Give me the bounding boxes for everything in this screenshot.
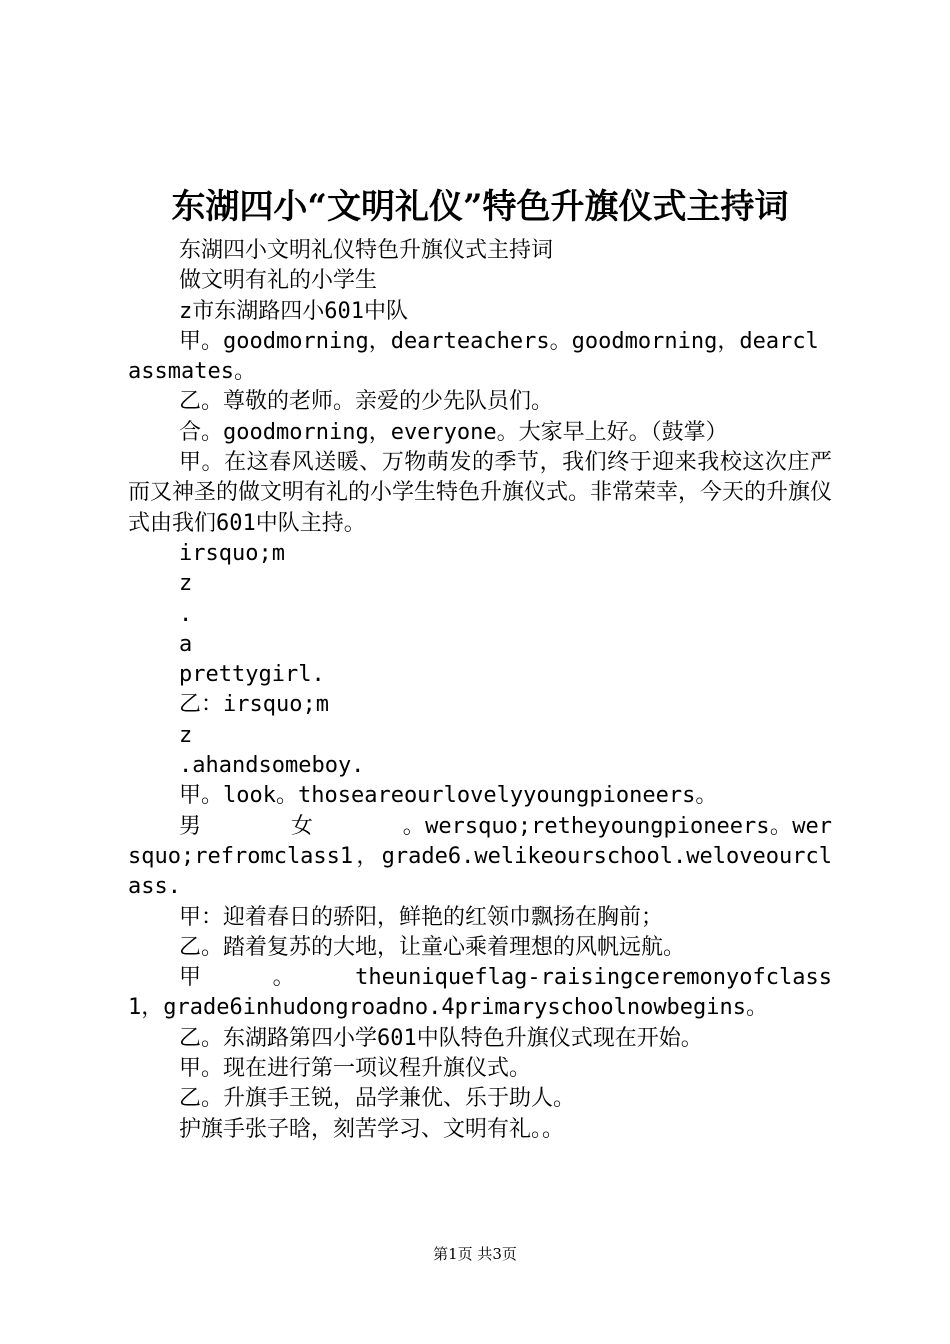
paragraph-greeting-b: 乙。尊敬的老师。亲爱的少先队员们。 [179,389,554,415]
paragraph-line: irsquo;m [179,540,285,566]
paragraph-line: 甲。现在进行第一项议程升旗仪式。 [179,1056,532,1082]
paragraph-subtitle: 东湖四小文明礼仪特色升旗仪式主持词 [179,238,554,263]
paragraph-line: 乙。升旗手王锐，品学兼优、乐于助人。 [179,1086,576,1112]
paragraph-line: . [179,601,193,627]
paragraph-greeting-together: 合。goodmorning，everyone。大家早上好。（鼓掌） [179,419,728,445]
paragraph-line: 护旗手张子晗，刻苦学习、文明有礼。。 [179,1116,565,1142]
paragraph-line: 乙。踏着复苏的大地，让童心乘着理想的风帆远航。 [179,934,686,960]
paragraph-line: 乙：irsquo;m [179,692,329,718]
paragraph-line: 甲：迎着春日的骄阳，鲜艳的红领巾飘扬在胸前； [179,904,664,930]
paragraph-line: 甲。look。thoseareourlovelyyoungpioneers。 [179,783,718,809]
paragraph-line: .ahandsomeboy. [179,753,365,779]
paragraph-line: prettygirl. [179,662,325,688]
paragraph-ceremony-begins: 甲 。 theuniqueflag-raisingceremonyofclass1，grade6inhudongroadno.4primaryschoolnowbegins。 [128,965,832,1021]
document-title: 东湖四小“文明礼仪”特色升旗仪式主持词 [171,187,789,227]
paragraph-theme: 做文明有礼的小学生 [179,268,378,294]
paragraph-line: z [179,722,193,748]
paragraph-line: a [179,631,193,657]
page-indicator: 第1页 共3页 [433,1245,517,1263]
paragraph-greeting-a: 甲。goodmorning，dearteachers。goodmorning，dearclassmates。 [128,328,819,385]
paragraph-line: z [179,571,193,597]
document-body [128,236,832,1145]
paragraph-pioneers: 男 女 。wersquo;retheyoungpioneers。wersquo;refromclass1，grade6.welikeourschool.weloveourclass. [128,813,832,900]
paragraph-opening: 甲。在这春风送暖、万物萌发的季节，我们终于迎来我校这次庄严而又神圣的做文明有礼的小学生特色升旗仪式。非常荣幸，今天的升旗仪式由我们601中队主持。 [128,450,833,536]
paragraph-line: 乙。东湖路第四小学601中队特色升旗仪式现在开始。 [179,1025,703,1051]
paragraph-class-unit: z市东湖路四小601中队 [179,298,408,324]
